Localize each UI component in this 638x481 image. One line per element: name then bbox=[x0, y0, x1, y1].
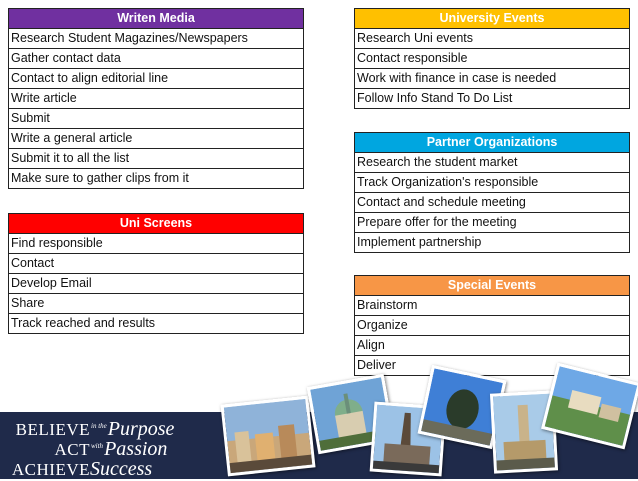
special-events-table bbox=[354, 275, 630, 376]
university-events-row: Research Uni events bbox=[355, 29, 630, 49]
slogan-line-act bbox=[6, 438, 174, 458]
uni-screens-table bbox=[8, 213, 304, 334]
partner-organizations-row: Implement partnership bbox=[355, 233, 630, 253]
special-events-row: Deliver bbox=[355, 356, 630, 376]
written-media-row: Contact to align editorial line bbox=[9, 69, 304, 89]
slogan-caps: BELIEVE bbox=[15, 420, 90, 439]
slogan-script: Success bbox=[90, 458, 153, 480]
slogan-caps: ACT bbox=[54, 440, 90, 459]
written-media-row: Make sure to gather clips from it bbox=[9, 169, 304, 189]
special-events-row: Organize bbox=[355, 316, 630, 336]
slogan-script: Passion bbox=[104, 438, 168, 460]
university-events-table bbox=[354, 8, 630, 109]
written-media-row: Write a general article bbox=[9, 129, 304, 149]
city-photo-1 bbox=[220, 396, 315, 477]
slogan-line-achieve bbox=[6, 458, 174, 478]
uni-screens-row: Track reached and results bbox=[9, 314, 304, 334]
uni-screens-row: Find responsible bbox=[9, 234, 304, 254]
partner-organizations-row: Research the student market bbox=[355, 153, 630, 173]
slogan-line-believe bbox=[6, 418, 174, 438]
university-events-row: Follow Info Stand To Do List bbox=[355, 89, 630, 109]
partner-organizations-row: Track Organization's responsible bbox=[355, 173, 630, 193]
written-media-row: Write article bbox=[9, 89, 304, 109]
written-media-row: Submit it to all the list bbox=[9, 149, 304, 169]
slogan bbox=[6, 418, 174, 478]
slogan-caps: ACHIEVE bbox=[11, 460, 90, 479]
uni-screens-row: Share bbox=[9, 294, 304, 314]
partner-organizations-table bbox=[354, 132, 630, 253]
partner-organizations-header: Partner Organizations bbox=[355, 133, 630, 153]
uni-screens-row: Develop Email bbox=[9, 274, 304, 294]
university-events-header: University Events bbox=[355, 9, 630, 29]
partner-organizations-row: Prepare offer for the meeting bbox=[355, 213, 630, 233]
special-events-row: Brainstorm bbox=[355, 296, 630, 316]
partner-organizations-row: Contact and schedule meeting bbox=[355, 193, 630, 213]
written-media-table bbox=[8, 8, 304, 189]
special-events-row: Align bbox=[355, 336, 630, 356]
written-media-header: Writen Media bbox=[9, 9, 304, 29]
written-media-row: Gather contact data bbox=[9, 49, 304, 69]
written-media-row: Research Student Magazines/Newspapers bbox=[9, 29, 304, 49]
university-events-row: Contact responsible bbox=[355, 49, 630, 69]
uni-screens-row: Contact bbox=[9, 254, 304, 274]
written-media-row: Submit bbox=[9, 109, 304, 129]
slogan-small: with bbox=[91, 442, 104, 450]
slogan-small: in the bbox=[91, 422, 107, 430]
special-events-header: Special Events bbox=[355, 276, 630, 296]
university-events-row: Work with finance in case is needed bbox=[355, 69, 630, 89]
slogan-script: Purpose bbox=[107, 418, 175, 440]
uni-screens-header: Uni Screens bbox=[9, 214, 304, 234]
